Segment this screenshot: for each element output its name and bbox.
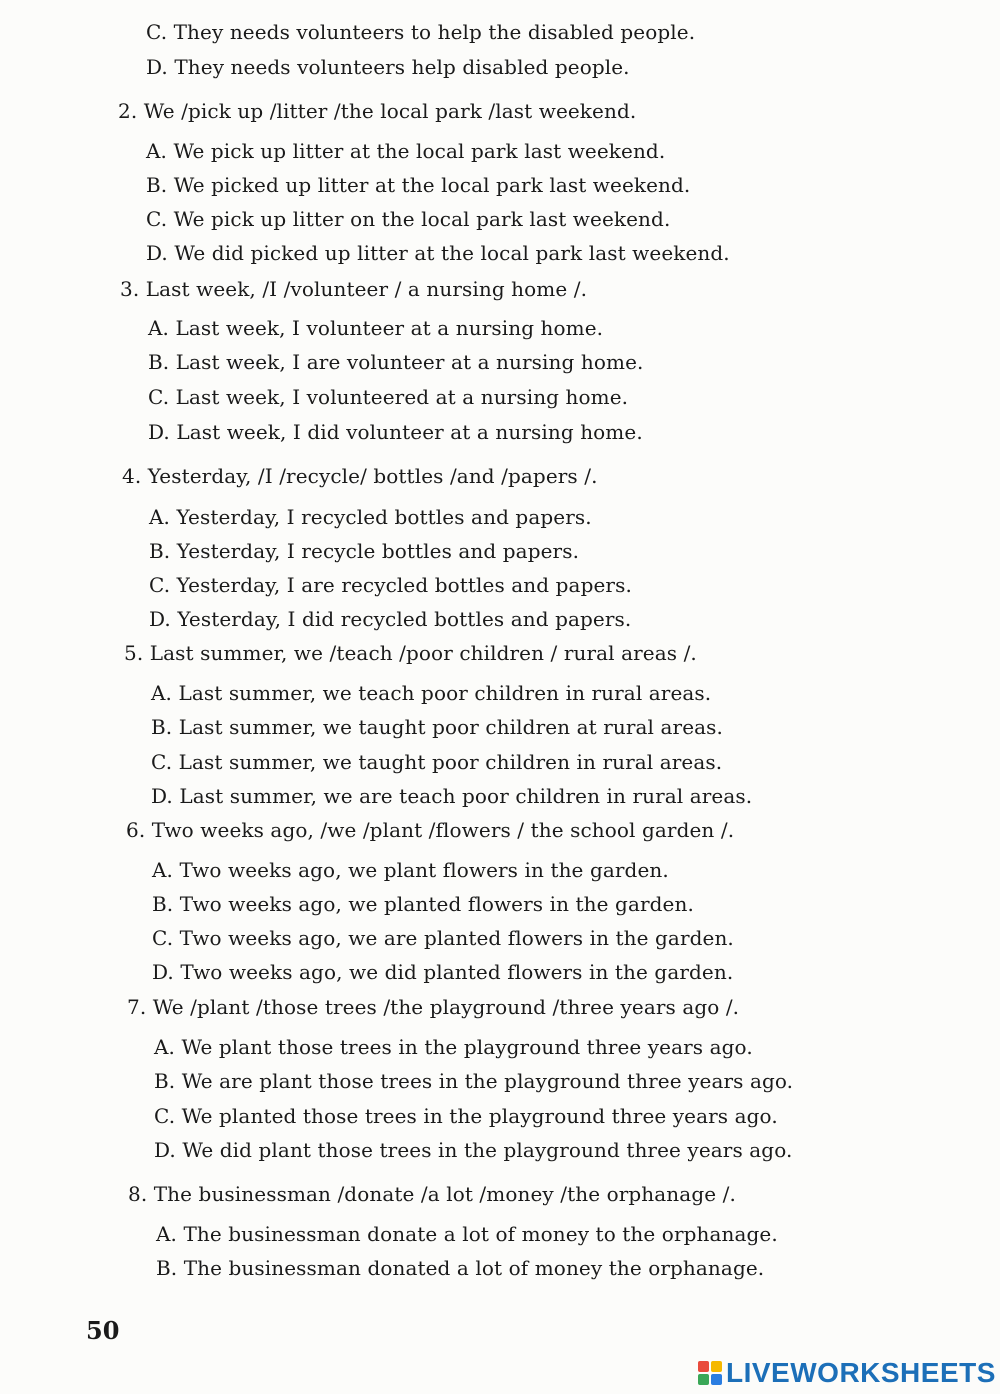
answer-option: B. Last week, I are volunteer at a nursing home. xyxy=(148,350,644,374)
answer-option: D. We did plant those trees in the playground three years ago. xyxy=(154,1138,793,1162)
answer-option: A. The businessman donate a lot of money to the orphanage. xyxy=(156,1222,778,1246)
page-number: 50 xyxy=(86,1316,120,1345)
answer-option: B. The businessman donated a lot of money the orphanage. xyxy=(156,1256,765,1280)
answer-option: D. Yesterday, I did recycled bottles and papers. xyxy=(149,607,632,631)
answer-option: D. We did picked up litter at the local park last weekend. xyxy=(146,241,730,265)
answer-option: C. Yesterday, I are recycled bottles and papers. xyxy=(149,573,632,597)
answer-option: D. They needs volunteers help disabled people. xyxy=(146,55,630,79)
answer-option: A. We pick up litter at the local park last weekend. xyxy=(146,139,666,163)
question-prompt: 5. Last summer, we /teach /poor children / rural areas /. xyxy=(124,641,697,665)
liveworksheets-logo xyxy=(698,1358,996,1388)
liveworksheets-logo-icon xyxy=(698,1361,722,1385)
answer-option: C. Two weeks ago, we are planted flowers in the garden. xyxy=(152,926,734,950)
answer-option: B. We are plant those trees in the playground three years ago. xyxy=(154,1069,794,1093)
answer-option: B. We picked up litter at the local park last weekend. xyxy=(146,173,691,197)
question-prompt: 8. The businessman /donate /a lot /money /the orphanage /. xyxy=(128,1182,736,1206)
question-prompt: 3. Last week, /I /volunteer / a nursing home /. xyxy=(120,277,588,301)
answer-option: B. Two weeks ago, we planted flowers in the garden. xyxy=(152,892,694,916)
answer-option: D. Last summer, we are teach poor children in rural areas. xyxy=(151,784,753,808)
answer-option: D. Two weeks ago, we did planted flowers in the garden. xyxy=(152,960,734,984)
answer-option: C. Last summer, we taught poor children in rural areas. xyxy=(151,750,723,774)
answer-option: C. We pick up litter on the local park last weekend. xyxy=(146,207,671,231)
answer-option: C. Last week, I volunteered at a nursing home. xyxy=(148,385,629,409)
question-prompt: 6. Two weeks ago, /we /plant /flowers / the school garden /. xyxy=(126,818,735,842)
liveworksheets-logo-text: LIVEWORKSHEETS xyxy=(726,1357,996,1388)
answer-option: A. Yesterday, I recycled bottles and papers. xyxy=(149,505,592,529)
answer-option: B. Yesterday, I recycle bottles and papers. xyxy=(149,539,580,563)
answer-option: C. We planted those trees in the playground three years ago. xyxy=(154,1104,778,1128)
answer-option: A. Last summer, we teach poor children in rural areas. xyxy=(151,681,712,705)
question-prompt: 4. Yesterday, /I /recycle/ bottles /and /papers /. xyxy=(122,464,598,488)
question-prompt: 2. We /pick up /litter /the local park /last weekend. xyxy=(118,99,637,123)
answer-option: A. We plant those trees in the playground three years ago. xyxy=(154,1035,753,1059)
answer-option: B. Last summer, we taught poor children at rural areas. xyxy=(151,715,723,739)
answer-option: D. Last week, I did volunteer at a nursing home. xyxy=(148,420,643,444)
answer-option: A. Last week, I volunteer at a nursing home. xyxy=(148,316,604,340)
answer-option: A. Two weeks ago, we plant flowers in the garden. xyxy=(152,858,669,882)
question-prompt: 7. We /plant /those trees /the playground /three years ago /. xyxy=(127,995,740,1019)
answer-option: C. They needs volunteers to help the disabled people. xyxy=(146,20,696,44)
